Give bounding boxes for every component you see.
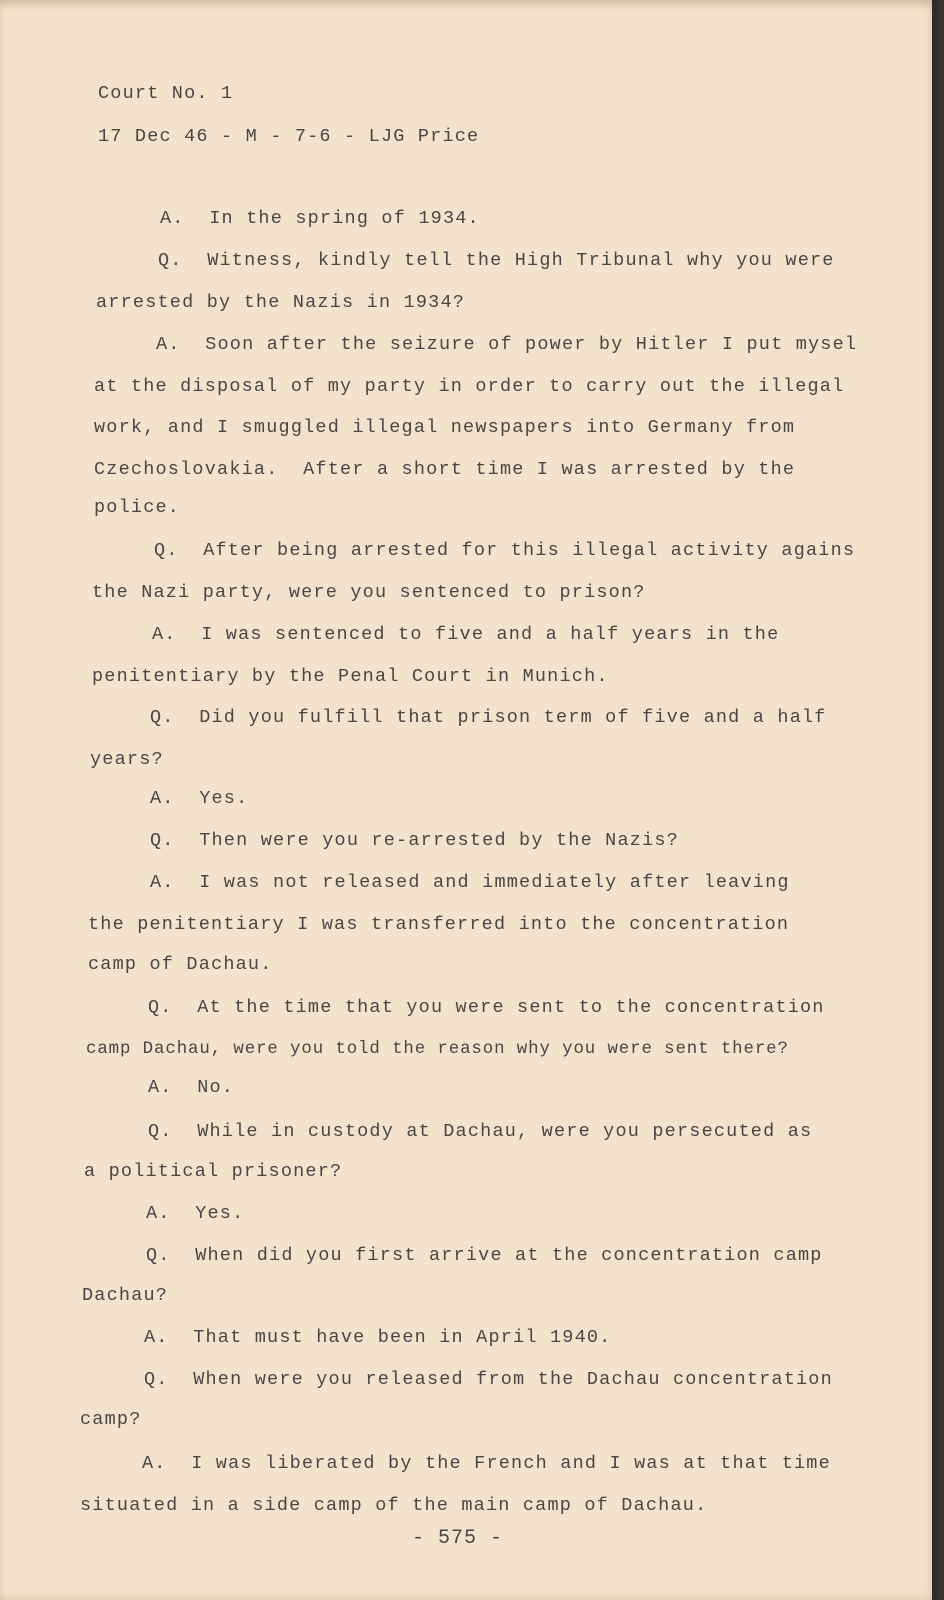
transcript-line: A. Yes. [146, 1203, 245, 1224]
transcript-line: Q. At the time that you were sent to the concentration [148, 997, 825, 1018]
session-info: 17 Dec 46 - M - 7-6 - LJG Price [98, 126, 480, 147]
transcript-line: arrested by the Nazis in 1934? [96, 292, 466, 313]
page-edge [932, 0, 938, 1600]
transcript-line: work, and I smuggled illegal newspapers into Germany from [94, 417, 796, 438]
transcript-line: Q. When were you released from the Dachau concentration [144, 1369, 833, 1390]
transcript-line: Q. After being arrested for this illegal activity agains [154, 540, 856, 561]
transcript-line: Q. While in custody at Dachau, were you persecuted as [148, 1121, 813, 1142]
page-number: - 575 - [412, 1527, 504, 1550]
transcript-line: Q. Then were you re-arrested by the Nazis? [150, 830, 679, 851]
transcript-line: A. I was sentenced to five and a half years in the [152, 624, 780, 645]
court-label: Court No. 1 [98, 83, 234, 104]
transcript-line: Q. Did you fulfill that prison term of five and a half [150, 707, 827, 728]
transcript-line: the Nazi party, were you sentenced to prison? [92, 582, 646, 603]
transcript-line: A. No. [148, 1077, 235, 1098]
transcript-line: years? [90, 749, 164, 770]
transcript-line: police. [94, 497, 181, 518]
transcript-line: Q. When did you first arrive at the concentration camp [146, 1245, 823, 1266]
transcript-line: camp? [80, 1409, 142, 1430]
transcript-line: camp Dachau, were you told the reason why you were sent there? [86, 1040, 789, 1059]
transcript-line: A. Soon after the seizure of power by Hitler I put mysel [156, 334, 858, 355]
transcript-line: A. I was liberated by the French and I was at that time [142, 1453, 831, 1474]
transcript-line: A. In the spring of 1934. [160, 208, 480, 229]
transcript-line: the penitentiary I was transferred into the concentration [88, 914, 790, 935]
transcript-line: at the disposal of my party in order to carry out the illegal [94, 376, 845, 397]
transcript-line: camp of Dachau. [88, 954, 273, 975]
transcript-line: situated in a side camp of the main camp of Dachau. [80, 1495, 708, 1516]
transcript-line: Czechoslovakia. After a short time I was arrested by the [94, 459, 796, 480]
transcript-line: a political prisoner? [84, 1161, 343, 1182]
transcript-line: A. I was not released and immediately after leaving [150, 872, 790, 893]
transcript-line: A. That must have been in April 1940. [144, 1327, 612, 1348]
transcript-line: penitentiary by the Penal Court in Munich. [92, 666, 609, 687]
transcript-line: Q. Witness, kindly tell the High Tribunal why you were [158, 250, 835, 271]
transcript-line: Dachau? [82, 1285, 169, 1306]
transcript-line: A. Yes. [150, 788, 249, 809]
